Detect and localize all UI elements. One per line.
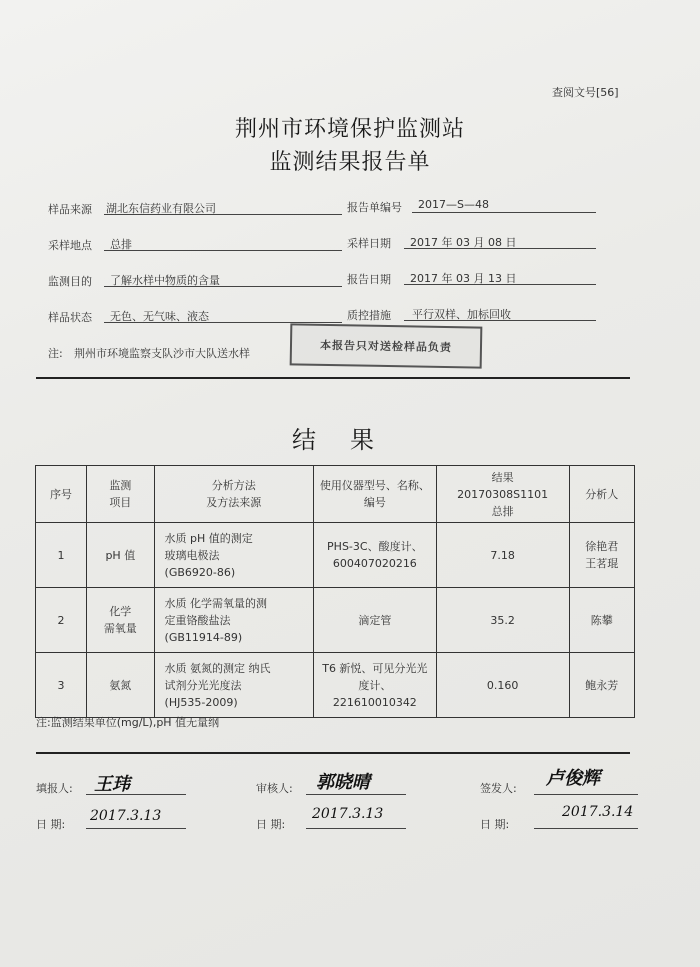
issuer-signature: 卢俊辉 <box>546 768 600 789</box>
row-method-line: 试剂分光光度法 <box>164 678 242 692</box>
row-instrument <box>314 523 437 588</box>
row-item <box>87 588 154 653</box>
row-instrument <box>314 588 437 653</box>
qc-measures-underline <box>404 320 596 321</box>
header-item-line: 项目 <box>109 496 132 509</box>
table-row <box>36 523 635 588</box>
header-instrument-line: 编号 <box>363 496 386 509</box>
header-item-line: 监测 <box>109 479 132 492</box>
filler-signature: 王玮 <box>94 774 130 795</box>
document-reference-number: 查阅文号[56] <box>552 86 619 99</box>
row-method-line: (HJ535-2009) <box>164 695 238 709</box>
reviewer-signature: 郭晓晴 <box>316 772 370 793</box>
row-method-line: 水质 pH 值的测定 <box>164 531 253 545</box>
header-analyst-line: 分析人 <box>585 487 619 501</box>
row-item-line: 化学 <box>109 605 132 618</box>
issuer-date-underline <box>534 828 638 829</box>
report-number-value: 2017—S—48 <box>418 198 489 211</box>
reviewer-date: 2017.3.13 <box>312 806 384 822</box>
row-analyst <box>569 653 634 718</box>
sample-state-label: 样品状态 <box>48 311 92 324</box>
filler-date-underline <box>86 828 186 829</box>
row-instrument-line: T6 新悦、可见分光光 <box>322 661 428 675</box>
sampling-site-underline <box>104 250 342 251</box>
row-instrument-line: 600407020216 <box>332 557 417 570</box>
purpose-underline <box>104 286 342 287</box>
header-result-line: 结果 <box>491 470 514 484</box>
table-header-row <box>36 466 635 523</box>
row-result-line: 0.160 <box>486 678 519 692</box>
report-number-underline <box>412 212 596 213</box>
filler-underline <box>86 794 186 795</box>
sample-source-underline <box>104 214 342 215</box>
row-result-line: 35.2 <box>490 613 515 627</box>
row-method-line: (GB6920-86) <box>164 565 236 579</box>
sampling-date-value: 2017 年 03 月 08 日 <box>410 236 517 249</box>
header-method-line: 分析方法 <box>211 479 256 492</box>
row-item-line: 氨氮 <box>109 678 132 692</box>
header-instrument-line: 使用仪器型号、名称、 <box>319 479 430 492</box>
reviewer-date-label: 日 期: <box>256 818 286 831</box>
header-no <box>36 466 87 523</box>
row-item <box>87 653 154 718</box>
report-date-value: 2017 年 03 月 13 日 <box>410 272 517 285</box>
header-instrument <box>314 466 437 523</box>
note-label: 注: <box>48 347 63 360</box>
filler-date-label: 日 期: <box>36 818 66 831</box>
issuer-underline <box>534 794 638 795</box>
row-method-line: 定重铬酸盐法 <box>164 613 231 627</box>
reviewer-label: 审核人: <box>256 782 293 795</box>
row-result <box>436 523 569 588</box>
row-analyst <box>569 588 634 653</box>
sampling-site-label: 采样地点 <box>48 239 92 252</box>
row-item <box>87 523 154 588</box>
header-analyst <box>569 466 634 523</box>
report-date-underline <box>404 284 596 285</box>
inspection-stamp: 本报告只对送检样品负责 <box>290 323 483 368</box>
row-method <box>154 523 313 588</box>
row-analyst-line: 徐艳君 <box>585 540 619 553</box>
row-no <box>36 523 87 588</box>
row-method-line: 水质 化学需氧量的测 <box>164 596 268 610</box>
results-heading: 结果 <box>292 426 408 454</box>
row-analyst-line: 陈攀 <box>590 613 613 627</box>
row-instrument <box>314 653 437 718</box>
header-item <box>87 466 154 523</box>
row-method <box>154 588 313 653</box>
row-result <box>436 653 569 718</box>
report-date-label: 报告日期 <box>347 273 391 286</box>
row-no <box>36 653 87 718</box>
row-analyst-line: 王茗琨 <box>585 557 619 570</box>
results-table <box>35 465 635 718</box>
sampling-site-value: 总排 <box>110 238 132 251</box>
table-row <box>36 588 635 653</box>
row-instrument-line: 度计、221610010342 <box>332 678 417 709</box>
row-item-line: pH 值 <box>105 548 136 562</box>
header-method <box>154 466 313 523</box>
reviewer-date-underline <box>306 828 406 829</box>
row-instrument-line: 滴定管 <box>358 613 392 627</box>
purpose-label: 监测目的 <box>48 275 92 288</box>
qc-measures-value: 平行双样、加标回收 <box>412 308 511 321</box>
header-method-line: 及方法来源 <box>206 496 262 509</box>
qc-measures-label: 质控措施 <box>347 309 391 322</box>
sampling-date-underline <box>404 248 596 249</box>
row-no-line: 2 <box>57 613 65 627</box>
filler-label: 填报人: <box>36 782 73 795</box>
row-method-line: 玻璃电极法 <box>164 548 220 562</box>
header-no-line: 序号 <box>50 487 73 501</box>
sample-source-label: 样品来源 <box>48 203 92 216</box>
row-method <box>154 653 313 718</box>
results-footnote: 注:监测结果单位(mg/L),pH 值无量纲 <box>36 716 220 729</box>
issuer-date-label: 日 期: <box>480 818 510 831</box>
header-result <box>436 466 569 523</box>
row-analyst <box>569 523 634 588</box>
table-row <box>36 653 635 718</box>
row-instrument-line: PHS-3C、酸度计、 <box>327 540 423 553</box>
signature-divider <box>36 752 630 754</box>
row-no-line: 1 <box>57 548 65 562</box>
reviewer-underline <box>306 794 406 795</box>
header-divider <box>36 377 630 379</box>
row-result-line: 7.18 <box>490 548 515 562</box>
issuer-label: 签发人: <box>480 782 517 795</box>
sample-source-value: 湖北东信药业有限公司 <box>106 202 216 215</box>
row-analyst-line: 鲍永芳 <box>585 678 619 692</box>
row-method-line: 水质 氨氮的测定 纳氏 <box>164 661 271 675</box>
station-title: 荆州市环境保护监测站 <box>234 117 465 142</box>
report-number-label: 报告单编号 <box>347 201 402 214</box>
filler-date: 2017.3.13 <box>90 808 162 824</box>
report-title: 监测结果报告单 <box>269 150 431 175</box>
row-method-line: (GB11914-89) <box>164 630 243 644</box>
purpose-value: 了解水样中物质的含量 <box>110 274 220 287</box>
header-result-line: 总排 <box>491 504 514 518</box>
note-value: 荆州市环境监察支队沙市大队送水样 <box>74 347 250 360</box>
header-result-line: 20170308S1101 <box>457 487 549 501</box>
row-item-line: 需氧量 <box>103 622 137 635</box>
row-no-line: 3 <box>57 678 65 692</box>
row-result <box>436 588 569 653</box>
sample-state-value: 无色、无气味、液态 <box>110 310 209 323</box>
issuer-date: 2017.3.14 <box>562 804 634 820</box>
sampling-date-label: 采样日期 <box>347 237 391 250</box>
row-no <box>36 588 87 653</box>
